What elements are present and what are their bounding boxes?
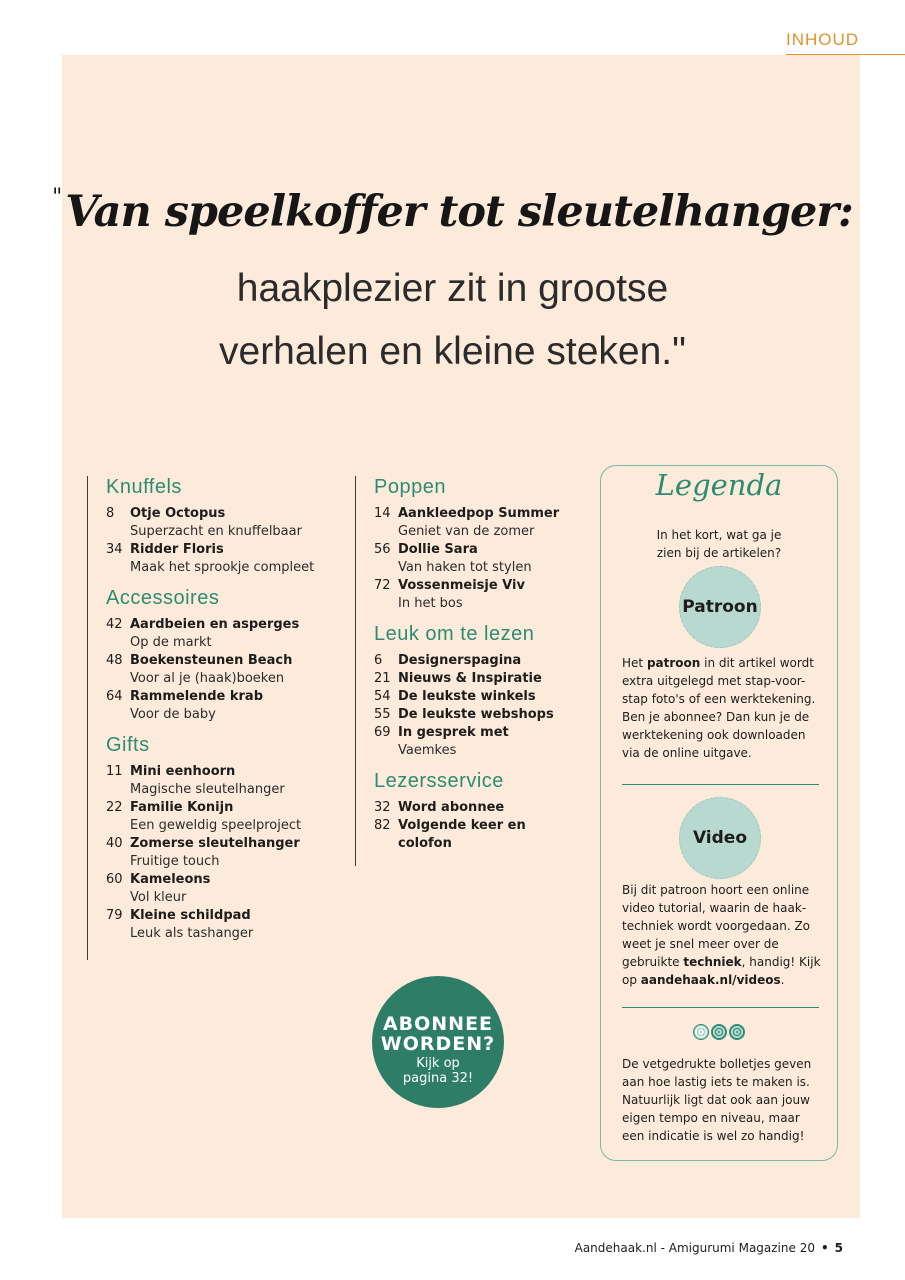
toc-section-title: Accessoires <box>106 587 220 609</box>
toc-entry-page: 72 <box>374 578 391 593</box>
toc-entry-page: 6 <box>374 653 383 668</box>
toc-entry-list <box>106 763 346 943</box>
toc-entry-text <box>398 724 584 760</box>
badge-heading-2: WORDEN? <box>380 1033 496 1055</box>
toc-entry-text <box>398 817 584 853</box>
toc-entry-list <box>374 505 584 613</box>
page-footer <box>575 1241 843 1255</box>
toc-entry-text <box>130 505 346 541</box>
toc-entry-list <box>374 799 584 853</box>
toc-entry-page: 22 <box>106 800 123 815</box>
toc-entry-page: 48 <box>106 653 123 668</box>
toc-entry-title: Word abonnee <box>398 800 505 815</box>
toc-entry[interactable] <box>106 505 346 541</box>
toc-entry-text <box>130 616 346 652</box>
toc-entry-subtitle: Op de markt <box>130 635 212 650</box>
quote-open-mark: " <box>52 185 62 210</box>
toc-entry-text <box>398 505 584 541</box>
toc-column-2 <box>355 476 584 866</box>
toc-entry-subtitle: Maak het sprookje compleet <box>130 560 315 575</box>
toc-entry-title: Aankleedpop Summer <box>398 506 560 521</box>
toc-entry-title: Kameleons <box>130 872 211 887</box>
toc-entry-list <box>374 652 584 760</box>
toc-entry-text <box>130 835 346 871</box>
badge-text-1: Kijk op <box>416 1056 460 1071</box>
toc-entry-page: 79 <box>106 908 123 923</box>
toc-section-title: Leuk om te lezen <box>374 623 535 645</box>
toc-entry-title: Zomerse sleutelhanger <box>130 836 300 851</box>
toc-entry-subtitle: Magische sleutelhanger <box>130 782 285 797</box>
toc-entry-page: 32 <box>374 800 391 815</box>
toc-entry[interactable] <box>106 907 346 943</box>
legend-title: Legenda <box>655 468 783 502</box>
patroon-description: Het patroon in dit artikel wordt extra uitgelegd met stap-voor-stap foto's of een werktekening. Ben je abonnee? Dan kun je de werktekening ook downloaden via de online uitgave. <box>622 656 816 760</box>
toc-entry-subtitle: Voor al je (haak)boeken <box>130 671 285 686</box>
toc-entry[interactable] <box>374 799 584 817</box>
toc-entry-subtitle: Geniet van de zomer <box>398 524 535 539</box>
toc-entry-title: Dollie Sara <box>398 542 478 557</box>
toc-entry-subtitle: Van haken tot stylen <box>398 560 532 575</box>
video-label: Video <box>692 828 748 848</box>
toc-entry-title: Boekensteunen Beach <box>130 653 293 668</box>
quote-line-3: verhalen en kleine steken." <box>219 330 686 373</box>
toc-entry[interactable] <box>106 763 346 799</box>
footer-text: Aandehaak.nl - Amigurumi Magazine 20 <box>574 1241 815 1255</box>
toc-entry-page: 40 <box>106 836 123 851</box>
toc-entry[interactable] <box>106 616 346 652</box>
toc-entry-subtitle: Vol kleur <box>130 890 187 905</box>
toc-entry-text <box>398 799 584 817</box>
toc-entry-text <box>130 763 346 799</box>
toc-entry-title: Otje Octopus <box>130 506 226 521</box>
toc-entry-page: 42 <box>106 617 123 632</box>
toc-entry-text <box>130 541 346 577</box>
toc-entry-text <box>130 652 346 688</box>
video-description: Bij dit patroon hoort een online video tutorial, waarin de haak-techniek wordt voorgedaan. Zo weet je snel meer over de gebruikte techniek, handig! Kijk op aandehaak.nl/videos. <box>622 883 821 987</box>
toc-entry-page: 8 <box>106 506 115 521</box>
toc-column-1 <box>87 476 346 960</box>
toc-entry-subtitle: Leuk als tashanger <box>130 926 254 941</box>
toc-entry-page: 55 <box>374 707 391 722</box>
toc-entry[interactable] <box>106 799 346 835</box>
toc-entry-title: Familie Konijn <box>130 800 234 815</box>
toc-entry-page: 69 <box>374 725 391 740</box>
toc-entry-page: 82 <box>374 818 391 833</box>
toc-entry-page: 21 <box>374 671 391 686</box>
toc-section-title: Poppen <box>374 476 446 498</box>
toc-entry-page: 34 <box>106 542 123 557</box>
filled-yarn-ball-icon <box>729 1024 745 1040</box>
legend-intro: In het kort, wat ga je zien bij de artikelen? <box>656 528 782 560</box>
toc-entry-title: Vossenmeisje Viv <box>398 578 525 593</box>
subscribe-badge[interactable] <box>372 976 504 1108</box>
toc-entry-text <box>130 688 346 724</box>
patroon-label: Patroon <box>682 597 758 617</box>
toc-entry[interactable] <box>374 541 584 577</box>
toc-entry-title: Rammelende krab <box>130 689 264 704</box>
toc-entry-subtitle: Vaemkes <box>398 743 457 758</box>
toc-entry-text <box>398 652 584 670</box>
toc-entry-subtitle: In het bos <box>398 596 463 611</box>
toc-entry-text <box>398 670 584 688</box>
toc-entry-page: 14 <box>374 506 391 521</box>
toc-entry-subtitle: Een geweldig speelproject <box>130 818 302 833</box>
toc-entry-title: Nieuws & Inspiratie <box>398 671 542 686</box>
legend-divider <box>622 1007 819 1008</box>
badge-text-2: pagina 32! <box>402 1071 474 1086</box>
toc-entry-title: Volgende keer en colofon <box>398 818 526 851</box>
toc-section-title: Gifts <box>106 734 150 756</box>
toc-entry[interactable] <box>374 652 584 670</box>
toc-entry[interactable] <box>374 505 584 541</box>
toc-entry-title: De leukste webshops <box>398 707 554 722</box>
legend-divider <box>622 784 819 785</box>
toc-section-title: Lezersservice <box>374 770 504 792</box>
page-number: 5 <box>834 1241 843 1255</box>
toc-entry-text <box>398 577 584 613</box>
toc-entry[interactable] <box>374 724 584 760</box>
toc-entry-text <box>398 688 584 706</box>
toc-entry-title: Aardbeien en asperges <box>130 617 300 632</box>
toc-entry-list <box>106 616 346 724</box>
difficulty-dots <box>601 1024 837 1045</box>
toc-entry-subtitle: Fruitige touch <box>130 854 220 869</box>
toc-entry-title: In gesprek met <box>398 725 509 740</box>
quote-line-2: haakplezier zit in grootse <box>236 267 669 310</box>
difficulty-description: De vetgedrukte bolletjes geven aan hoe lastig iets te maken is. Natuurlijk ligt dat ook aan jouw eigen tempo en niveau, maar een indicatie is wel zo handig! <box>622 1057 812 1143</box>
toc-entry-text <box>398 706 584 724</box>
toc-entry-text <box>398 541 584 577</box>
toc-entry-page: 11 <box>106 764 123 779</box>
toc-entry[interactable] <box>106 541 346 577</box>
toc-entry-subtitle: Voor de baby <box>130 707 216 722</box>
toc-entry[interactable] <box>106 835 346 871</box>
toc-entry[interactable] <box>374 817 584 853</box>
toc-section-title: Knuffels <box>106 476 182 498</box>
toc-entry-text <box>130 799 346 835</box>
toc-entry-title: Ridder Floris <box>130 542 224 557</box>
toc-entry-page: 64 <box>106 689 123 704</box>
toc-entry-page: 56 <box>374 542 391 557</box>
toc-entry[interactable] <box>374 670 584 688</box>
badge-heading-1: ABONNEE <box>382 1013 494 1035</box>
toc-entry[interactable] <box>106 688 346 724</box>
toc-entry-title: Kleine schildpad <box>130 908 251 923</box>
quote-line-1: Van speelkoffer tot sleutelhanger: <box>65 187 853 237</box>
patroon-circle <box>679 566 761 648</box>
section-tag: INHOUD <box>786 30 905 55</box>
toc-entry-text <box>130 871 346 907</box>
toc-entry-list <box>106 505 346 577</box>
quote-headline <box>0 185 905 237</box>
footer-separator: • <box>820 1241 829 1255</box>
toc-entry-subtitle: Superzacht en knuffelbaar <box>130 524 302 539</box>
empty-yarn-ball-icon <box>693 1024 709 1040</box>
legend-box <box>600 465 838 1161</box>
toc-entry[interactable] <box>106 652 346 688</box>
toc-entry-page: 54 <box>374 689 391 704</box>
toc-entry[interactable] <box>374 688 584 706</box>
toc-entry-title: De leukste winkels <box>398 689 536 704</box>
toc-entry[interactable] <box>374 577 584 613</box>
toc-entry-title: Mini eenhoorn <box>130 764 236 779</box>
filled-yarn-ball-icon <box>711 1024 727 1040</box>
toc-entry-title: Designerspagina <box>398 653 522 668</box>
toc-entry[interactable] <box>374 706 584 724</box>
toc-entry-text <box>130 907 346 943</box>
toc-entry-page: 60 <box>106 872 123 887</box>
toc-entry[interactable] <box>106 871 346 907</box>
video-circle <box>679 797 761 879</box>
